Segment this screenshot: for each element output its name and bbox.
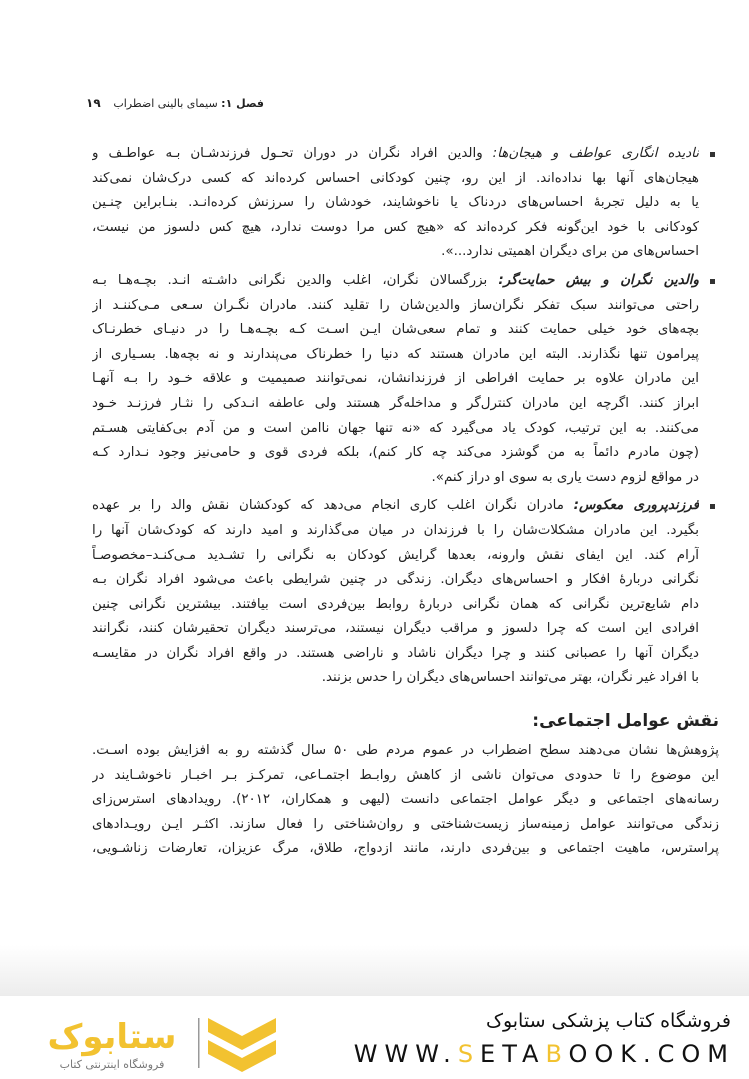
text-line: رسانه‌های اجتماعی و دیگر عوامل اجتماعی دانست (لیهی و همکاران، ۲۰۱۲). رویدادهای استرس‌زای (92, 792, 719, 808)
text-line: یا به دلیل تجربهٔ احساس‌های دردناک یا ناخوشایند، خودشان را سرزنش کرده‌انـد. بنـابراین چنـین (92, 195, 699, 211)
running-header (86, 96, 264, 110)
text-line: پیرامون تنها نگذارند. البته این مادران هستند که دنیا را خطرناک می‌پندارند و نه بچه‌ها. بسـیاری از (92, 346, 699, 362)
bullet-item (92, 494, 719, 691)
text-line (92, 142, 699, 167)
bullet-text: بزرگسالان نگران، اغلب والدین نگرانی داشـته انـد. بچـه‌هـا بـه (92, 272, 499, 288)
section-paragraph (92, 739, 719, 862)
text-line: پراسترس، ماهیت اجتماعی و بین‌فردی دارند، مانند ازدواج، طلاق، مرگ عزیزان، تعارضات زناشـویی، (92, 841, 719, 857)
text-line: این موضوع را تا حدودی می‌توان ناشی از کاهش روابـط اجتمـاعی، تمرکـز بـر اخبـار ناخوشـایند در (92, 767, 719, 783)
page-body (92, 142, 719, 862)
bullet-square-icon (710, 152, 715, 157)
text-line: دام شایع‌ترین نگرانی که همان نگرانی دربارهٔ روابط بین‌فردی است بیافتند. بیشترین نگرانی چنین (92, 596, 699, 612)
text-line: در مواقع لزوم دست یاری به سوی او دراز کنم». (431, 469, 699, 485)
bullet-text: والدین افراد نگران در دوران تحـول فرزندشـان بـه عواطـف و (92, 146, 493, 161)
footer-banner (0, 996, 749, 1079)
chapter-title: فصل ۱: سیمای بالینی اضطراب (113, 96, 264, 110)
text-line: آرام کند. این ایفای نقش وارونه، بعدها گرایش کودکان به نگرانی را تشـدید مـی‌کنـد–مخصوصـاً (92, 547, 699, 563)
text-line: راحتی می‌توانند سبک تفکر نگران‌ساز والدین‌شان را تقلید کنند. مادران نگـران سـعی مـی‌کننـد از (92, 297, 699, 313)
text-line: (چون مادرم دائماً به من گوشزد می‌کند چه کار کنم)، بلکه فردی قوی و حامی‌نیز وجود نـدارد کـه (92, 445, 699, 461)
text-line (92, 494, 699, 519)
page-number: ۱۹ (86, 96, 101, 110)
text-line: ابراز کنند. اگرچه این مادران کنترل‌گر و مداخله‌گر هستند ولی عاطفه انـدکی را نثـار فرزنـد خـود (92, 395, 699, 411)
text-line (92, 269, 699, 294)
text-line: افرادی این است که چرا دلسوز و مراقب دیگران نیستند، می‌ترسند دیگران تحقیرشان کنند، نگرانند (92, 621, 699, 637)
text-line: دیگران آنها را عصبانی کنند و چرا دیگران ناشاد و ناراضی هستند. در واقع افراد نگران در مقایسـه (92, 645, 699, 661)
text-line: بگیرد. این مادران مشکلات‌شان را با فرزندان در میان می‌گذارند و امید دارند که کودک‌شان آنها را (92, 522, 699, 538)
bullet-term: نادیده انگاری عواطف و هیجان‌ها: (492, 146, 699, 161)
text-line: می‌کنند. به این ترتیب، کودک یاد می‌گیرد که «نه تنها جهان ناامن است و من آدم بی‌کفایتی هسـتم (92, 420, 699, 436)
text-line: این مادران علاوه بر حمایت افراطی از فرزندانشان، نمی‌توانند صمیمیت و علاقه خـود را بـه آنهـا (92, 371, 699, 387)
chevron-logo-icon (208, 1018, 276, 1072)
text-line: پژوهش‌ها نشان می‌دهند سطح اضطراب در عموم مردم طی ۵۰ سال گذشته رو به افزایش بوده اسـت. (92, 743, 719, 759)
logo-wordmark: ستابوک (47, 1017, 177, 1057)
bullet-term: والدین نگران و بیش حمایت‌گر: (498, 272, 699, 288)
bullet-square-icon (710, 279, 715, 284)
text-line: با افراد غیر نگران، بهتر می‌توانند احساس‌های دیگران را حدس بزنند. (321, 670, 699, 686)
setabook-logo (30, 1008, 280, 1072)
bullet-square-icon (710, 504, 715, 509)
text-line: بچه‌های خود خیلی حمایت کنند و تمام سعی‌شان ایـن اسـت کـه بچـه‌هـا را در دنیـای خطرنـاک (92, 322, 699, 338)
text-line: احساس‌های من برای دیگران اهمیتی ندارد...». (441, 244, 699, 260)
section-heading: نقش عوامل اجتماعی: (532, 711, 719, 732)
bullet-item (92, 142, 719, 265)
bullet-term: فرزندپروری معکوس: (573, 498, 699, 514)
logo-subtitle: فروشگاه اینترنتی کتاب (59, 1058, 165, 1071)
store-url[interactable]: WWW.SETABOOK.COM (353, 1040, 735, 1068)
text-line: زندگی می‌توانند عوامل زمینه‌ساز زیست‌شناختی و روان‌شناختی را فعال سازند. اکثـر ایـن رویـدادهای (92, 816, 719, 832)
bullet-item (92, 269, 719, 490)
text-line: کودکانی با خود این‌گونه فکر کرده‌اند که «هیچ کس مرا دوست ندارد، هیچ کس دلسوز من نیست، (92, 219, 699, 235)
bullet-list (92, 142, 719, 691)
text-line: هیجان‌های آنها بها نداده‌اند. از این رو، چنین کودکانی احساس کرده‌اند که کسی درک‌شان نمی‌کند (92, 170, 699, 186)
store-title: فروشگاه کتاب پزشکی ستابوک (485, 1010, 731, 1032)
bullet-text: مادران نگران اغلب کاری انجام می‌دهد که کودکشان نقش والد را بر عهده (92, 498, 574, 514)
text-line: نگرانی دربارهٔ افکار و احساس‌های دیگران. زندگی در چنین شرایطی باعث می‌شود افراد نگران بـه (92, 572, 699, 588)
